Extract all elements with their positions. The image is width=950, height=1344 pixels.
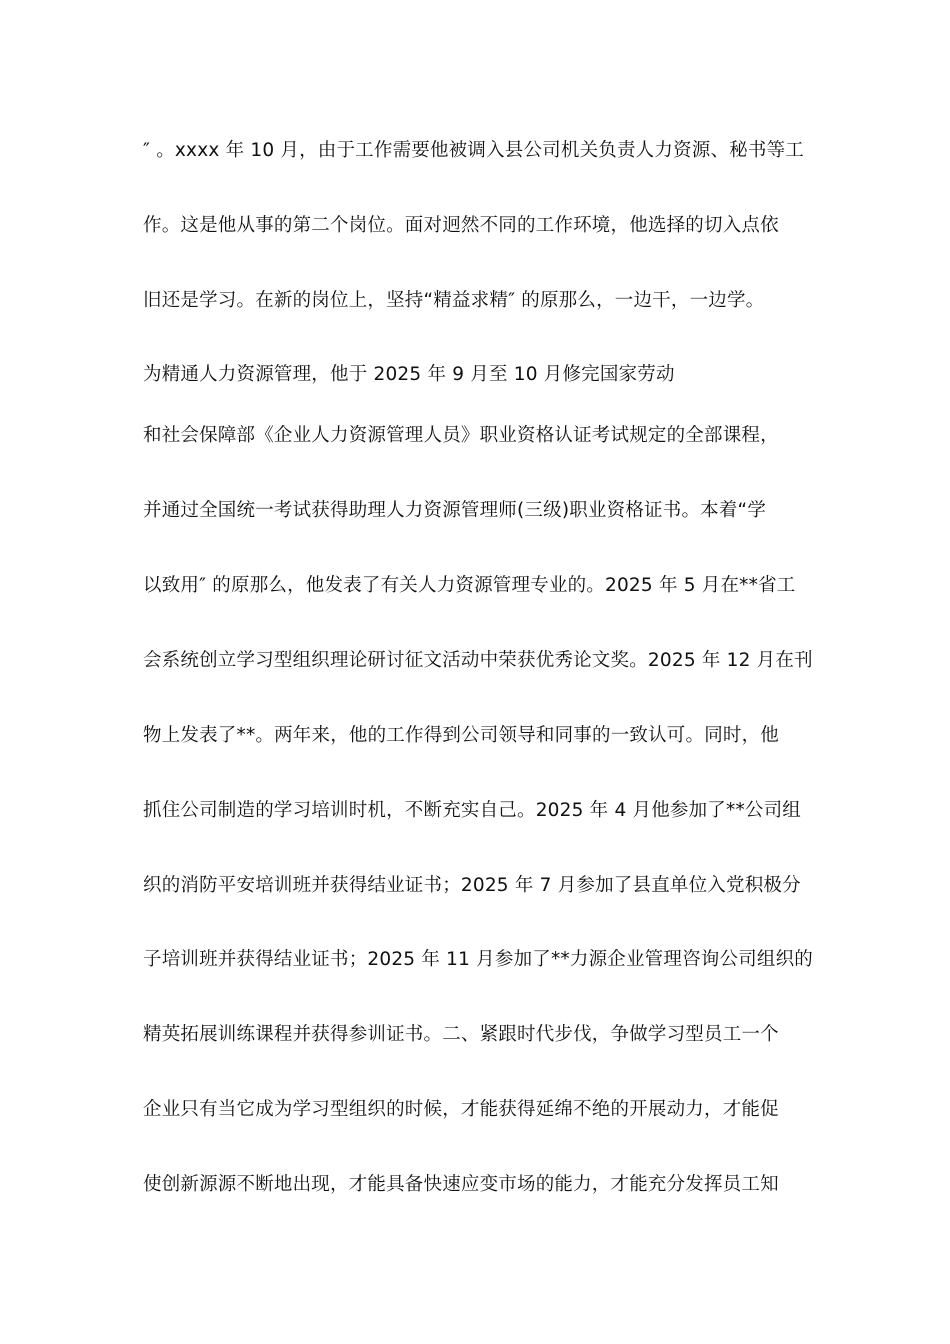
text-line-5: 和社会保障部《企业人力资源管理人员》职业资格认证考试规定的全部课程， [143,425,779,446]
text-line-1: ″ 。xxxx 年 10 月，由于工作需要他被调入县公司机关负责人力资源、秘书等工 [143,140,804,161]
text-line-9: 物上发表了**。两年来，他的工作得到公司领导和同事的一致认可。同时，他 [143,725,780,746]
text-line-13: 精英拓展训练课程并获得参训证书。二、紧跟时代步伐，争做学习型员工一个 [143,1024,779,1045]
text-line-8: 会系统创立学习型组织理论研讨征文活动中荣获优秀论文奖。2025 年 12 月在刊 [143,650,813,671]
text-line-11: 织的消防平安培训班并获得结业证书；2025 年 7 月参加了县直单位入党积极分 [143,875,801,896]
text-line-3: 旧还是学习。在新的岗位上，坚持“精益求精″ 的原那么，一边干，一边学。 [143,290,765,311]
text-line-4: 为精通人力资源管理，他于 2025 年 9 月至 10 月修完国家劳动 [143,364,675,385]
text-line-12: 子培训班并获得结业证书；2025 年 11 月参加了**力源企业管理咨询公司组织的 [143,949,813,970]
text-line-10: 抓住公司制造的学习培训时机，不断充实自己。2025 年 4 月他参加了**公司组 [143,800,801,821]
text-line-7: 以致用″ 的原那么，他发表了有关人力资源管理专业的。2025 年 5 月在**省工 [143,575,796,596]
text-line-2: 作。这是他从事的第二个岗位。面对迥然不同的工作环境，他选择的切入点依 [143,215,779,236]
text-line-14: 企业只有当它成为学习型组织的时候，才能获得延绵不绝的开展动力，才能促 [143,1099,779,1120]
text-line-6: 并通过全国统一考试获得助理人力资源管理师(三级)职业资格证书。本着“学 [143,500,767,521]
text-line-15: 使创新源源不断地出现，才能具备快速应变市场的能力，才能充分发挥员工知 [143,1174,779,1195]
